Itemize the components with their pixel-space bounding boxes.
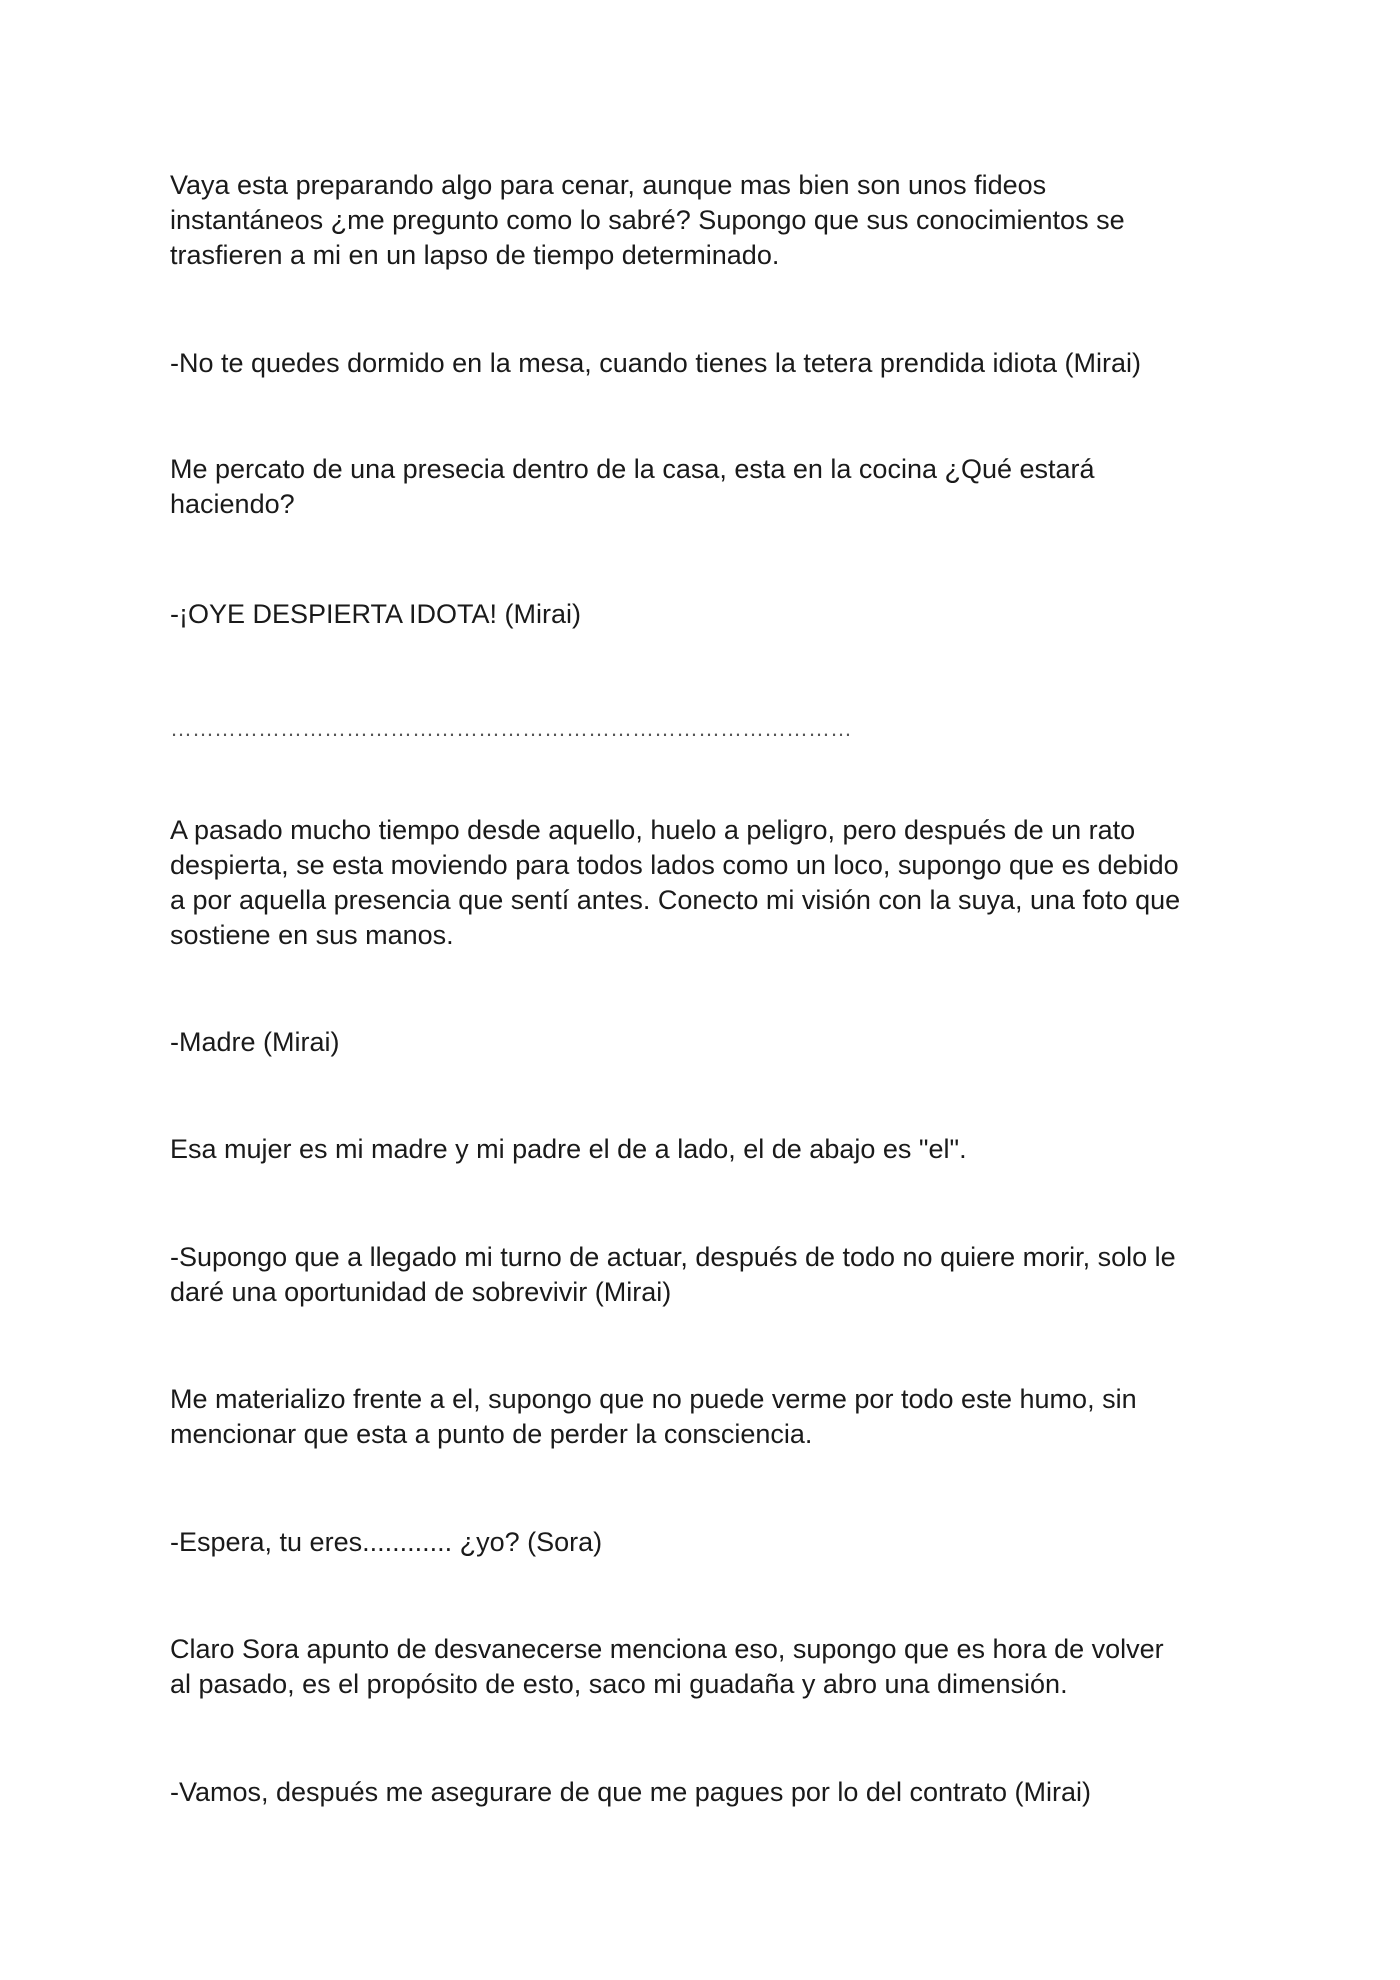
section-separator: …………………………………………………………………………………	[170, 716, 852, 741]
dialogue-mirai-teapot: -No te quedes dormido en la mesa, cuando tienes la tetera prendida idiota (Mirai)	[170, 348, 1142, 378]
paragraph-narration-presence: Me percato de una presecia dentro de la casa, esta en la cocina ¿Qué estará haciendo?	[170, 454, 1095, 519]
dialogue-mirai-mother: -Madre (Mirai)	[170, 1027, 340, 1057]
dialogue-sora-wait: -Espera, tu eres............ ¿yo? (Sora)	[170, 1527, 603, 1557]
dialogue-mirai-turn: -Supongo que a llegado mi turno de actuar, después de todo no quiere morir, solo le daré una oportunidad de sobrevivir (Mirai)	[170, 1242, 1176, 1307]
paragraph-narration-materialize: Me materializo frente a el, supongo que no puede verme por todo este humo, sin mencionar que esta a punto de perder la consciencia.	[170, 1384, 1137, 1449]
dialogue-mirai-contract: -Vamos, después me asegurare de que me pagues por lo del contrato (Mirai)	[170, 1777, 1091, 1807]
dialogue-mirai-wake-up: -¡OYE DESPIERTA IDOTA! (Mirai)	[170, 599, 582, 629]
paragraph-narration-parents: Esa mujer es mi madre y mi padre el de a lado, el de abajo es "el".	[170, 1134, 967, 1164]
paragraph-narration-danger: A pasado mucho tiempo desde aquello, huelo a peligro, pero después de un rato despierta, se esta moviendo para todos lados como un loco, supongo que es debido a por aquella presencia que sentí antes. Conecto mi visión con la suya, una foto que sostiene en sus manos.	[170, 815, 1181, 950]
paragraph-narration-scythe: Claro Sora apunto de desvanecerse menciona eso, supongo que es hora de volver al pasado, es el propósito de esto, saco mi guadaña y abro una dimensión.	[170, 1634, 1164, 1699]
paragraph-narration-dinner: Vaya esta preparando algo para cenar, aunque mas bien son unos fideos instantáneos ¿me pregunto como lo sabré? Supongo que sus conocimientos se trasfieren a mi en un lapso de tiempo determinado.	[170, 170, 1125, 270]
